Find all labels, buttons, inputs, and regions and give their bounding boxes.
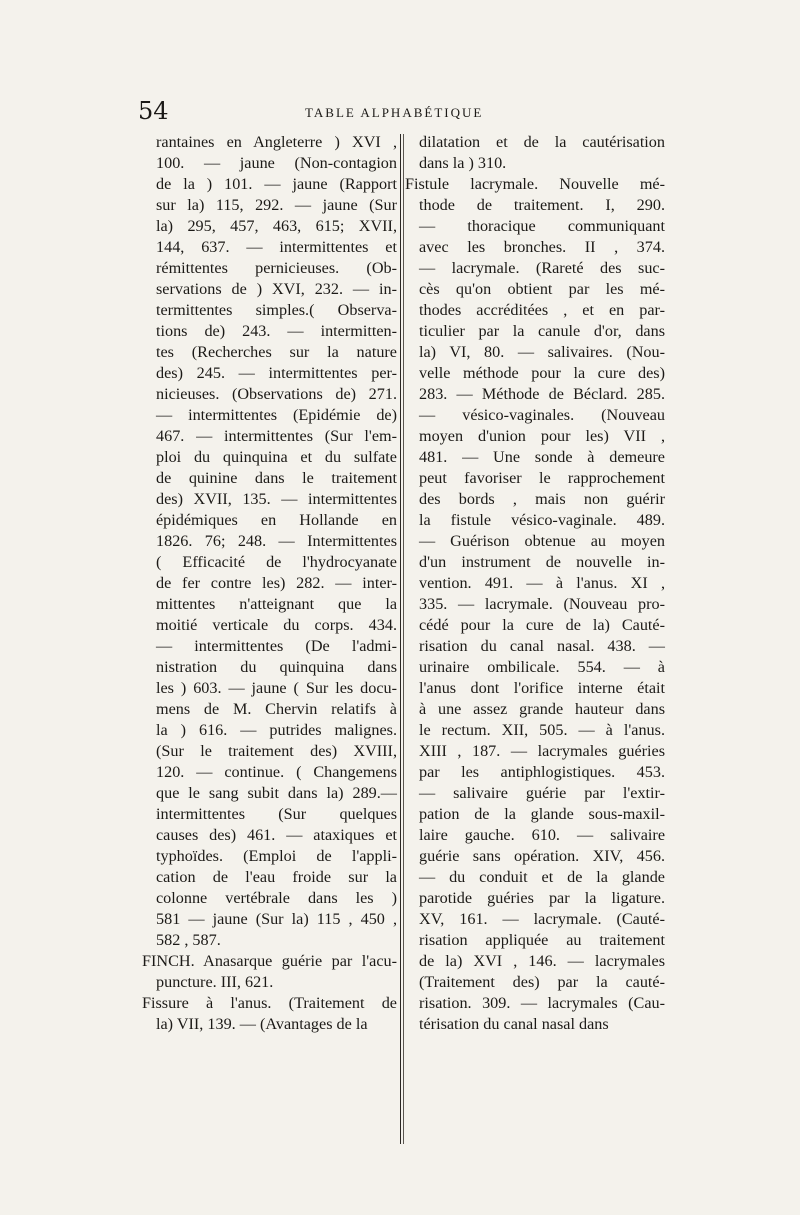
left-column-line: de fer contre les) 282. — inter-	[156, 574, 397, 592]
left-column-line: rantaines en Angleterre ) XVI ,	[156, 133, 397, 151]
page-number: 54	[138, 97, 169, 125]
right-column-line: XV, 161. — lacrymale. (Cauté-	[419, 910, 665, 928]
left-column-line: 582 , 587.	[156, 931, 221, 949]
left-column-line: la ) 616. — putrides malignes.	[156, 721, 397, 739]
left-column-line: nistration du quinquina dans	[156, 658, 397, 676]
right-column-line: dilatation et de la cautérisation	[419, 133, 665, 151]
right-column-line: la fistule vésico-vaginale. 489.	[419, 511, 665, 529]
left-column-line: 467. — intermittentes (Sur l'em-	[156, 427, 397, 445]
right-column-line: XIII , 187. — lacrymales guéries	[419, 742, 665, 760]
running-head: TABLE ALPHABÉTIQUE	[305, 105, 484, 120]
right-column-line: térisation du canal nasal dans	[419, 1015, 609, 1033]
right-column-line: à une assez grande hauteur dans	[419, 700, 665, 718]
left-column-line: FINCH. Anasarque guérie par l'acu-	[142, 952, 397, 970]
left-column-line: des) XVII, 135. — intermittentes	[156, 490, 397, 508]
right-column-line: thodes accréditées , et en par-	[419, 301, 665, 319]
right-column-line: 481. — Une sonde à demeure	[419, 448, 665, 466]
index-column-left	[142, 132, 397, 1035]
right-column-line: risation. 309. — lacrymales (Cau-	[419, 994, 665, 1012]
left-column-line: cation de l'eau froide sur la	[156, 868, 397, 886]
left-column-line: colonne vertébrale dans les )	[156, 889, 397, 907]
right-column-line: vention. 491. — à l'anus. XI ,	[419, 574, 665, 592]
right-column-line: moyen d'union pour les) VII ,	[419, 427, 665, 445]
right-column-line: guérie sans opération. XIV, 456.	[419, 847, 665, 865]
right-column-line: Fistule lacrymale. Nouvelle mé-	[405, 175, 665, 193]
left-column-line: la) 295, 457, 463, 615; XVII,	[156, 217, 397, 235]
index-column-right	[405, 132, 665, 1035]
left-column-line: tions de) 243. — intermitten-	[156, 322, 397, 340]
right-column-line: urinaire ombilicale. 554. — à	[419, 658, 665, 676]
left-column-line: 1826. 76; 248. — Intermittentes	[156, 532, 397, 550]
left-column-line: mens de M. Chervin relatifs à	[156, 700, 397, 718]
right-column-line: de la) XVI , 146. — lacrymales	[419, 952, 665, 970]
left-column-line: épidémiques en Hollande en	[156, 511, 397, 529]
left-column-line: rémittentes pernicieuses. (Ob-	[156, 259, 397, 277]
left-column-line: tes (Recherches sur la nature	[156, 343, 397, 361]
right-column-line: par les antiphlogistiques. 453.	[419, 763, 665, 781]
right-column-line: ticulier par la canule d'or, dans	[419, 322, 665, 340]
right-column-line: peut favoriser le rapprochement	[419, 469, 665, 487]
right-column-line: d'un instrument de nouvelle in-	[419, 553, 665, 571]
right-column-line: avec les bronches. II , 374.	[419, 238, 665, 256]
right-column-line: la) VI, 80. — salivaires. (Nou-	[419, 343, 665, 361]
right-column-line: des bords , mais non guérir	[419, 490, 665, 508]
left-column-line: de quinine dans le traitement	[156, 469, 397, 487]
left-column-line: ( Efficacité de l'hydrocyanate	[156, 553, 397, 571]
left-column-line: moitié verticale du corps. 434.	[156, 616, 397, 634]
right-column-line: — lacrymale. (Rareté des suc-	[419, 259, 665, 277]
column-divider	[400, 134, 401, 1144]
left-column-line: (Sur le traitement des) XVIII,	[156, 742, 397, 760]
left-column-line: — intermittentes (Epidémie de)	[156, 406, 397, 424]
right-column-line: (Traitement des) par la cauté-	[419, 973, 665, 991]
right-column-line: dans la ) 310.	[419, 154, 507, 172]
left-column-line: les ) 603. — jaune ( Sur les docu-	[156, 679, 397, 697]
left-column-line: sur la) 115, 292. — jaune (Sur	[156, 196, 397, 214]
right-column-line: velle méthode pour la cure des)	[419, 364, 665, 382]
column-divider-inner	[403, 134, 404, 1144]
left-column-line: la) VII, 139. — (Avantages de la	[156, 1015, 368, 1033]
right-column-line: — salivaire guérie par l'extir-	[419, 784, 665, 802]
right-column-line: 335. — lacrymale. (Nouveau pro-	[419, 595, 665, 613]
right-column-line: risation appliquée au traitement	[419, 931, 665, 949]
right-column-line: cès qu'on obtient par les mé-	[419, 280, 665, 298]
left-column-line: causes des) 461. — ataxiques et	[156, 826, 397, 844]
left-column-line: 120. — continue. ( Changemens	[156, 763, 397, 781]
left-column-line: 144, 637. — intermittentes et	[156, 238, 397, 256]
left-column-line: servations de ) XVI, 232. — in-	[156, 280, 397, 298]
right-column-line: laire gauche. 610. — salivaire	[419, 826, 665, 844]
right-column-line: pation de la glande sous-maxil-	[419, 805, 665, 823]
left-column-line: puncture. III, 621.	[156, 973, 274, 991]
left-column-line: — intermittentes (De l'admi-	[156, 637, 397, 655]
left-column-line: des) 245. — intermittentes per-	[156, 364, 397, 382]
right-column-line: l'anus dont l'orifice interne était	[419, 679, 665, 697]
right-column-line: — thoracique communiquant	[419, 217, 665, 235]
left-column-line: intermittentes (Sur quelques	[156, 805, 397, 823]
right-column-line: thode de traitement. I, 290.	[419, 196, 665, 214]
left-column-line: 100. — jaune (Non-contagion	[156, 154, 397, 172]
right-column-line: le rectum. XII, 505. — à l'anus.	[419, 721, 665, 739]
left-column-line: Fissure à l'anus. (Traitement de	[142, 994, 397, 1012]
left-column-line: nicieuses. (Observations de) 271.	[156, 385, 397, 403]
left-column-line: de la ) 101. — jaune (Rapport	[156, 175, 397, 193]
right-column-line: — Guérison obtenue au moyen	[419, 532, 665, 550]
left-column-line: mittentes n'atteignant que la	[156, 595, 397, 613]
right-column-line: cédé pour la cure de la) Cauté-	[419, 616, 665, 634]
left-column-line: termittentes simples.( Observa-	[156, 301, 397, 319]
left-column-line: 581 — jaune (Sur la) 115 , 450 ,	[156, 910, 397, 928]
right-column-line: — du conduit et de la glande	[419, 868, 665, 886]
right-column-line: 283. — Méthode de Béclard. 285.	[419, 385, 665, 403]
left-column-line: que le sang subit dans la) 289.—	[156, 784, 397, 802]
right-column-line: risation du canal nasal. 438. —	[419, 637, 665, 655]
left-column-line: ploi du quinquina et du sulfate	[156, 448, 397, 466]
right-column-line: parotide guéries par la ligature.	[419, 889, 665, 907]
right-column-line: — vésico-vaginales. (Nouveau	[419, 406, 665, 424]
left-column-line: typhoïdes. (Emploi de l'appli-	[156, 847, 397, 865]
